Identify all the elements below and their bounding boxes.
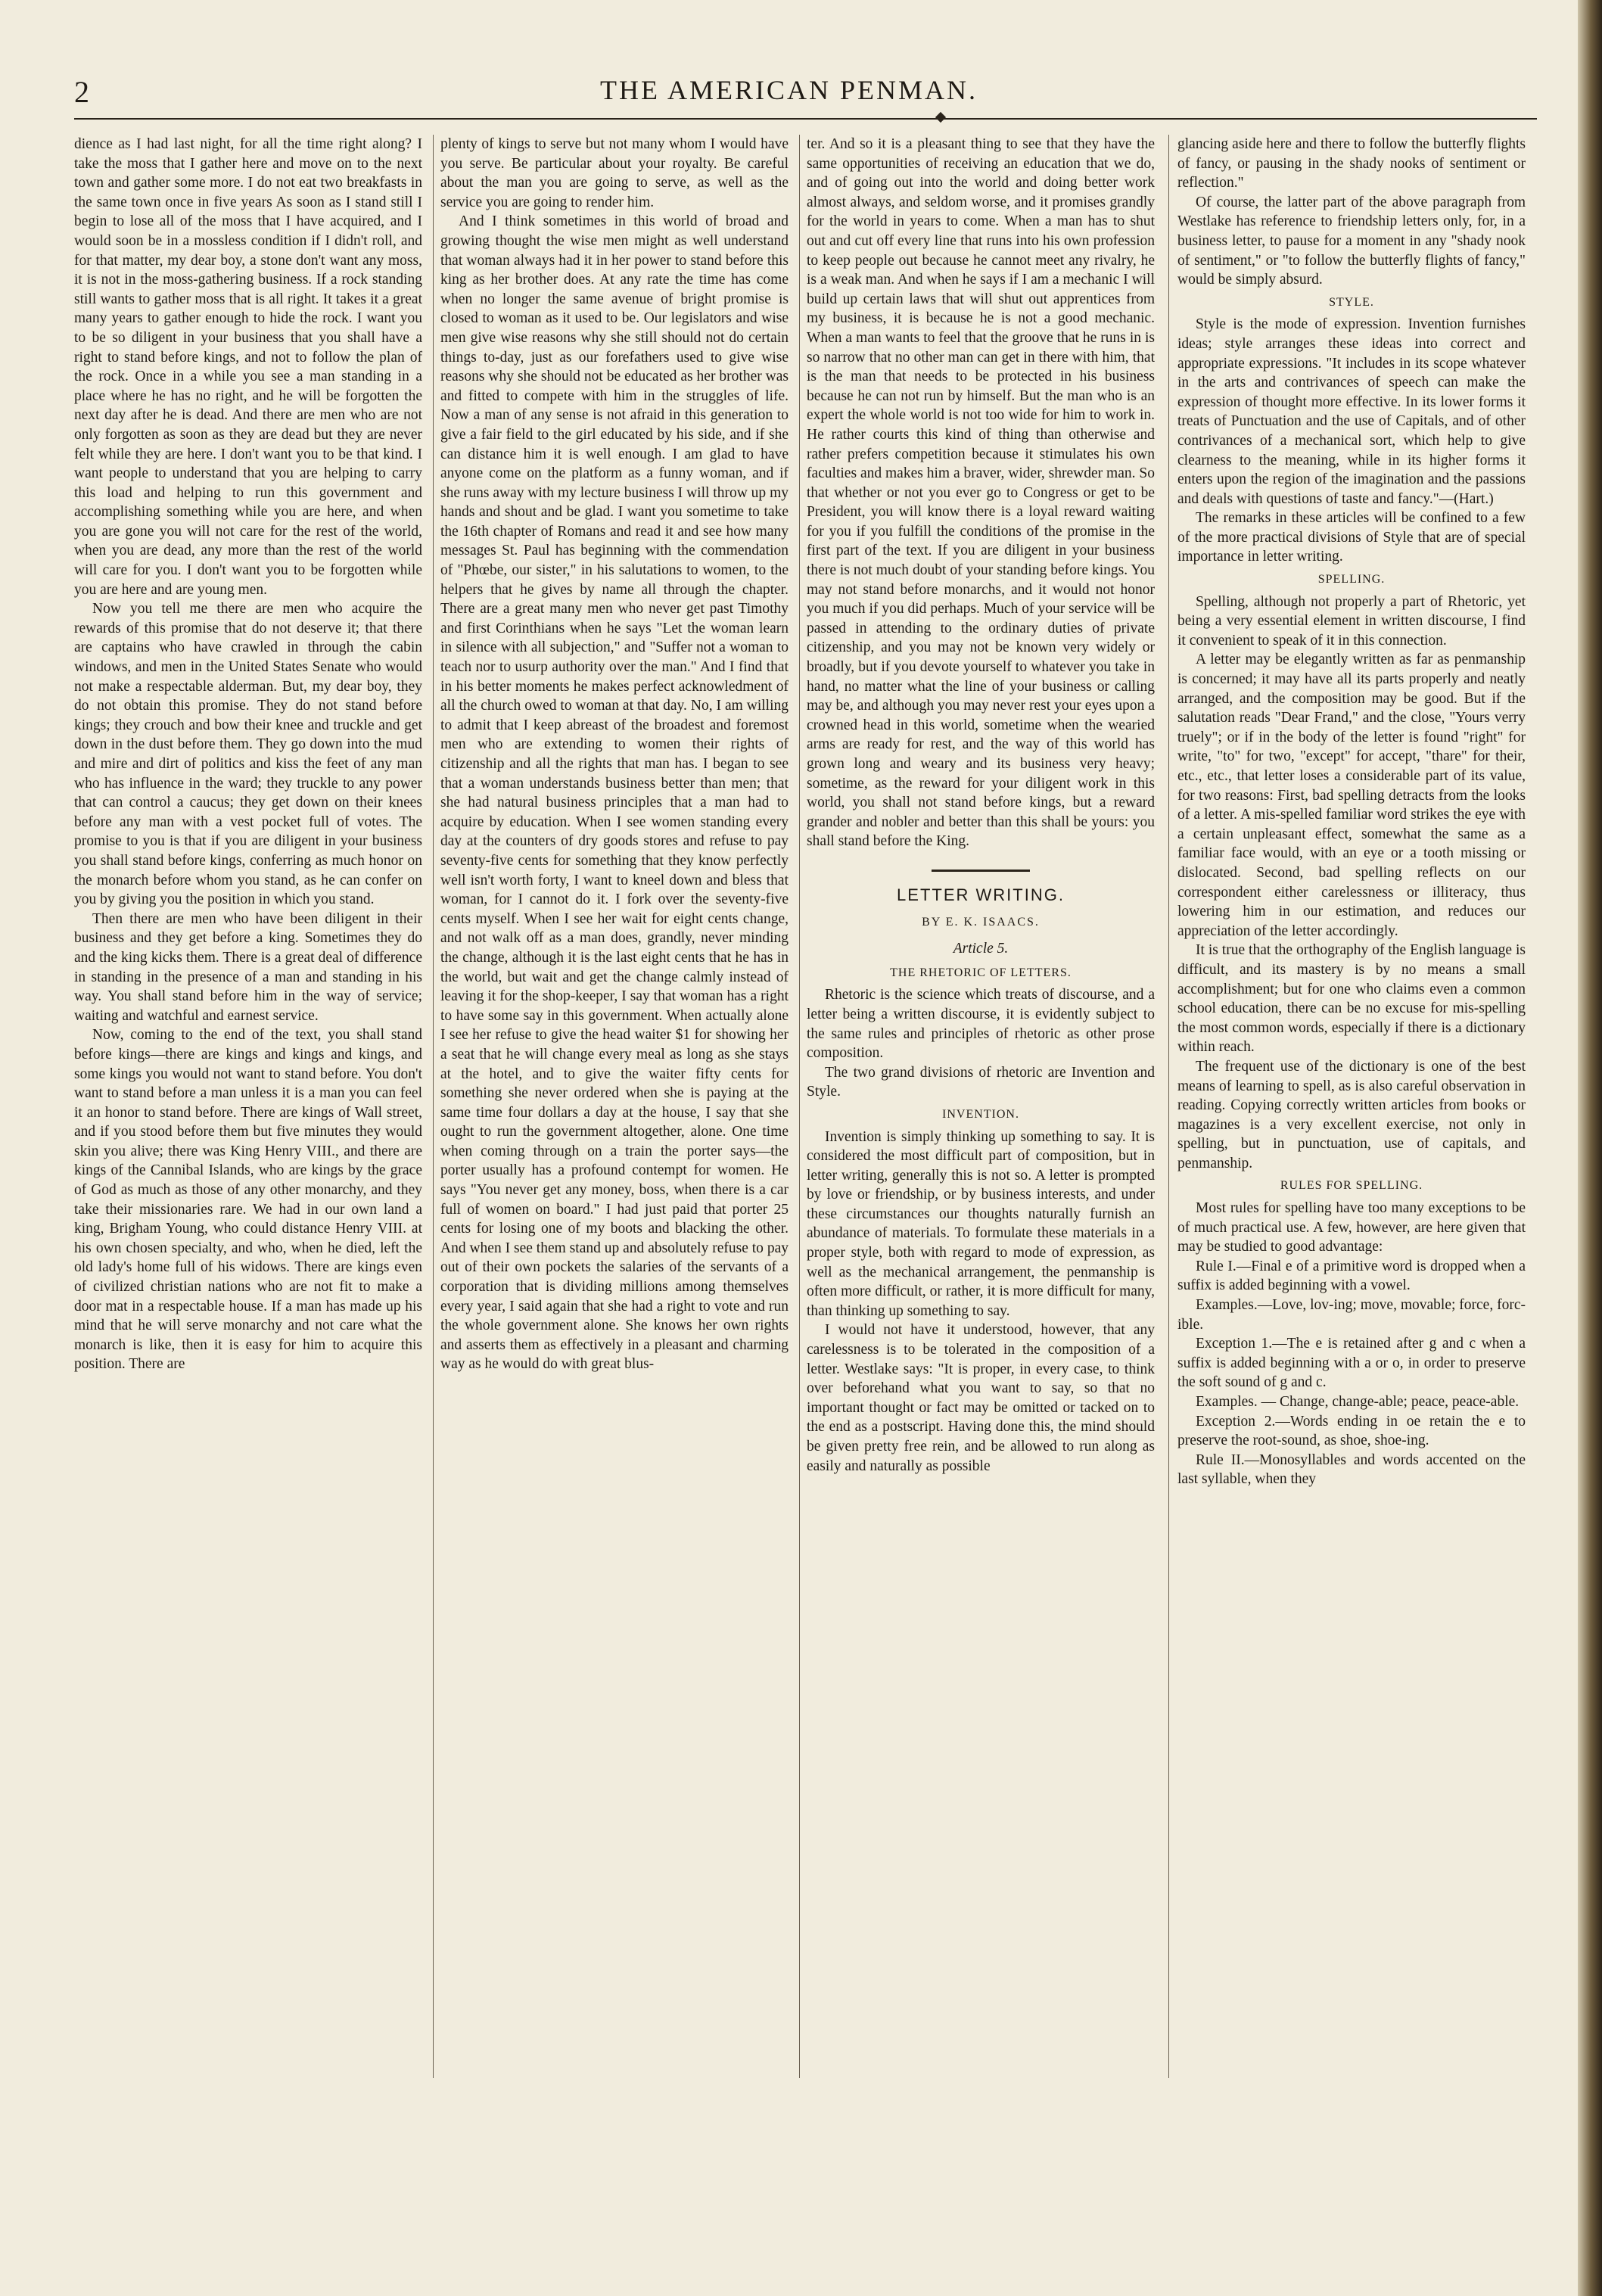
section-heading: THE RHETORIC OF LETTERS.	[890, 966, 1072, 979]
paragraph: Spelling, although not properly a part of Rhetoric, yet being a very essential element in written discourse, I find it convenient to speak of it in this connection.	[1177, 593, 1526, 649]
running-title: THE AMERICAN PENMAN.	[599, 75, 978, 105]
paragraph: Most rules for spelling have too many exceptions to be of much practical use. A few, however, are here given that may be studied to good advantage:	[1177, 1200, 1526, 1255]
paragraph: Then there are men who have been diligent in their business and they get before a king. Sometimes they do and the king kicks them. There is a great deal of difference in standing in the presence of a man and standing in his way. You shall stand before him in the way of service; waiting and watchful and earnest service.	[74, 910, 422, 1024]
column-divider	[799, 135, 800, 2078]
paragraph: ter. And so it is a pleasant thing to see that they have the same opportunities of receiving an education that we do, and of going out into the world and doing better work almost always, and seldom worse, and it promises grandly for the world in years to come. When a man has to shut out and cut off every line that runs into his own profession to keep people out because he cannot meet any rivalry, he is a weak man. And when he says if I am a mechanic I will build up certain laws that will shut out apprentices from my business, it is because he is not a good mechanic. When a man wants to feel that the groove that he runs in is so narrow that no other man can get in there with him, that is the man that needs to be protected in his business because he can not run by himself. But the man who is an expert the whole world is not too wide for him to work in. He rather courts this kind of thing than otherwise and rather prefers competition because it stimulates his own faculties and makes him a braver, wider, shrewder man. So that whether or not you ever go to Congress or get to be President, you will know there is a loyal reward waiting for you if you fulfill the conditions of the promise in the first part of the text. If you are diligent in your business there is not much doubt of your standing before kings. You may not stand before monarchs, and it would not honor you much if you did perhaps. Much of your service will be passed in attending to the ordinary duties of private citizenship, and you may not be known very widely or broadly, but if you devote yourself to whatever you take in hand, no matter what the line of your business or calling may be, and although you may never rest your eyes upon a crowned head in this world, sometime when the wearied arms are ready for rest, and the way of this world has grown long and weary and its business very heavy; sometime, as the reward for your diligent work in this world, you shall not stand before kings, but a reward grander and nobler and better than this shall be yours: you shall stand before the King.	[807, 136, 1155, 850]
paragraph: Exception 2.—Words ending in oe retain the e to preserve the root-sound, as shoe, shoe-ing.	[1177, 1413, 1526, 1449]
article-title: LETTER WRITING.	[897, 885, 1065, 904]
paragraph: The two grand divisions of rhetoric are Invention and Style.	[807, 1064, 1155, 1100]
paragraph: Now, coming to the end of the text, you shall stand before kings—there are kings and kings and kings, and some kings you would not want to stand before. You don't want to stand before a man unless it is a man you can feel it an honor to stand before. There are kings of Wall street, and if you stood before them but five minutes they would skin you alive; there was King Henry VIII., and there are kings of the Cannibal Islands, who are kings by the grace of God as much as those of any other monarchy, and they take their missionaries rare. We had in our own land a king, Brigham Young, who could distance Henry VIII. at his own chosen specialty, and who, when he died, left the old lady's home full of his widows. There are kings even of civilized christian nations who are not fit to make a door mat in a respectable house. If a man has made up his mind that he will serve monarchy and not care what the monarch is like, then it is easy for him to acquire this position. There are	[74, 1027, 422, 1373]
paragraph: glancing aside here and there to follow the butterfly flights of fancy, or pausing in the shady nooks of sentiment or reflection."	[1177, 136, 1526, 191]
article-byline: BY E. K. ISAACS.	[922, 915, 1040, 929]
column-2	[440, 135, 789, 1374]
paragraph: Rule I.—Final e of a primitive word is dropped when a suffix is added beginning with a vowel.	[1177, 1258, 1526, 1294]
paragraph: And I think sometimes in this world of broad and growing thought the wise men might as well understand that woman always had it in her power to stand before this king as her brother does. At any rate the time has come when no longer the same avenue of bright promise is closed to woman as it used to be. Our legislators and wise men give wise reasons why she still should not do certain things to-day, just as our forefathers used to give wise reasons why she should not be educated as her brother was and fitted to compete with him in the struggles of life. Now a man of any sense is not afraid in this generation to give a fair field to the girl educated by his side, and if she can distance him it is well enough. I am glad to have anyone come on the platform as a funny woman, and if she runs away with my lecture business I will throw up my hands and shout and be glad. I want you sometime to take the 16th chapter of Romans and read it and see how many messages St. Paul has beginning with the commendation of "Phœbe, our sister," in his salutations to women, to the helpers that he gives by name all through the chapter. There are a great many men who never get past Timothy and first Corinthians when he says "Let the woman learn in silence with all subjection," and "Suffer not a woman to teach nor to usurp authority over the man." And I find that in his better moments he makes perfect acknowledment of all the church owed to woman at that day. No, I am willing to admit that I keep abreast of the broadest and foremost men who are extending to women their rights of citizenship and all the rights that man has. I began to see that a woman understands business better than men; that she had natural business principles that a man had to acquire by education. When I see women standing every day at the counters of dry goods stores and refuse to pay seventy-five cents for something that they know perfectly well isn't worth forty, I want to kneel down and bless that woman, for I cannot do it. I fork over the seventy-five cents myself. When I see her wait for eight cents change, and not walk off as a man does, grandly, never minding the change, although it is the last eight cents that he has in the world, but wait and get the change calmly instead of leaving it for the shop-keeper, I say that woman has a right to have some say in this government. When actually alone I see her refuse to give the head waiter $1 for showing her a seat that he will change every meal as long as she stays at the hotel, and to give the waiter fifty cents for something she never ordered when she is paying at the same time four dollars a day at the house, I say that she ought to run the government altogether, alone. One time when coming through on a train the porter says—the porter usually has a profound contempt for women. He says "You never get any money, boss, when there is a car full of women on board." I had just paid that porter 25 cents for losing one of my boots and blacking the other. And when I see them stand up and absolutely refuse to pay out of their own pockets the salaries of the servants of a corporation that is dividing millions among themselves every year, I said again that she had a right to vote and run the whole government alone. She knows her own rights and asserts them as effectively in a pleasant and charming way as he would do with great blus-	[440, 213, 789, 1373]
paragraph: Exception 1.—The e is retained after g and c when a suffix is added beginning with a or o, in order to preserve the soft sound of g and c.	[1177, 1336, 1526, 1391]
paragraph: Examples.—Love, lov-ing; move, movable; force, forc-ible.	[1177, 1297, 1526, 1333]
paragraph: Invention is simply thinking up something to say. It is considered the most difficult part of composition, but in letter writing, generally this is not so. A letter is prompted by love or friendship, or by business interests, and under these circumstances our thoughts naturally furnish an abundance of materials. To formulate these materials in a proper style, both with regard to mode of expression, as well as the mechanical arrangement, the penmanship is often more difficult, or rather, it is more difficult for many, than thinking up something to say.	[807, 1128, 1155, 1319]
paragraph: A letter may be elegantly written as far as penmanship is concerned; it may have all its parts properly and neatly arranged, and the composition may be good. But if the salutation reads "Dear Frand," and the close, "Yours verry truely"; or if in the body of the letter is found "right" for write, "to" for two, "except" for accept, "thare" for their, etc., etc., that letter loses a considerable part of its value, for two reasons: First, bad spelling detracts from the looks of a letter. A mis-spelled familiar word strikes the eye with a certain unpleasant effect, somewhat the same as a familiar face would, with an eye or a tooth missing or dislocated. Second, bad spelling reflects on our correspondent either carelessness or illiteracy, thus lowering him in our estimation, and reduces our appreciation of the letter accordingly.	[1177, 652, 1526, 939]
header-rule-ornament	[935, 112, 946, 123]
section-heading: RULES FOR SPELLING.	[1280, 1179, 1423, 1193]
paragraph: dience as I had last night, for all the time right along? I take the moss that I gather here and move on to the next town and gather some more. I do not eat two breakfasts in the same town once in five years As soon as I stand still I begin to lose all of the moss that I have acquired, and I would soon be in a mossless condition if I didn't roll, and for that matter, my dear boy, a stone don't want any moss, it is not in the moss-gathering business. If a rock standing still wants to gather moss that is all right. It takes it a great many years to gather enough to hide the rock. I want you to be so diligent in your business that you shall have a right to stand before kings, and not to follow the plan of the rock. Once in a while you see a man standing in a place where he has no right, and he will be forgotten the next day after he is dead. And there are men who are not only forgotten as soon as they are dead but they are never felt while they are here. I don't want you to be that kind. I want people to understand that you are helping to carry this load and helping to run this government and accomplishing something while you are here, and when you are gone you will not care for the rest of the world, when you are dead, any more than the rest of the world will care for you. I don't want you to be forgotten while you are here and are young men.	[74, 136, 422, 598]
page-number: 2	[74, 75, 90, 109]
paragraph: Of course, the latter part of the above paragraph from Westlake has reference to friendship letters only, for, in a business letter, to pause for a moment in any "shady nook of sentiment," or "to follow the butterfly flights of fancy," would be simply absurd.	[1177, 194, 1526, 288]
header-rule	[74, 118, 1537, 120]
paragraph: I would not have it understood, however, that any carelessness is to be tolerated in the composition of a letter. Westlake says: "It is proper, in every case, to think over beforehand what you want to say, so that no important thought or fact may be omitted or tacked on to the end as a postscript. Having done this, the mind should be given pretty free rein, and be allowed to run along as easily and naturally as possible	[807, 1322, 1155, 1474]
column-3	[807, 135, 1155, 1476]
paragraph: Now you tell me there are men who acquire the rewards of this promise that do not deserve it; that there are captains who have crawled in through the cabin windows, and men in the United States Senate who would not make a respectable alderman. But, my dear boy, they do not obtain this promise. They do not stand before kings; they crouch and bow their knee and truckle and get down in the dust before them. They go down into the mud and mire and dirt of politics and kiss the feet of any man who has influence in the ward; they truckle to any power that can control a caucus; they get down on their knees before any man with a vest pocket full of votes. The promise to you is that if you are diligent in your business you shall stand before kings, conferring as much honor on the monarch before whom you stand, as he can confer on you by giving you the position in which you stand.	[74, 601, 422, 908]
paragraph: The remarks in these articles will be confined to a few of the more practical divisions of Style that are of special importance in letter writing.	[1177, 510, 1526, 565]
paragraph: The frequent use of the dictionary is one of the best means of learning to spell, as is also careful observation in reading. Copying correctly written articles from books or magazines is a very excellent exercise, not only in spelling, but in punctuation, use of capitals, and penmanship.	[1177, 1058, 1526, 1171]
paragraph: It is true that the orthography of the English language is difficult, and its mastery is by no means a small accomplishment; but for one who claims even a common school education, there can be no excuse for mis-spelling the most common words, especially if there is a dictionary within reach.	[1177, 942, 1526, 1056]
binding-edge-shadow	[1578, 0, 1602, 2296]
article-end-rule	[932, 870, 1030, 872]
column-divider	[1168, 135, 1169, 2078]
article-number: Article 5.	[953, 941, 1009, 957]
column-4	[1177, 135, 1526, 1489]
paragraph: Examples. — Change, change-able; peace, peace-able.	[1196, 1394, 1520, 1410]
section-heading: INVENTION.	[942, 1107, 1019, 1121]
paragraph: plenty of kings to serve but not many whom I would have you serve. Be particular about your royalty. Be careful about the man you are going to serve, as well as the service you are going to render him.	[440, 136, 789, 210]
column-1	[74, 135, 422, 1374]
paragraph: Rule II.—Monosyllables and words accented on the last syllable, when they	[1177, 1451, 1526, 1488]
section-heading: SPELLING.	[1317, 573, 1386, 586]
paragraph: Style is the mode of expression. Invention furnishes ideas; style arranges these ideas into correct and appropriate expressions. "It includes in its scope whatever in the arts and contrivances of speech can make the expression of thought more effective. In its lower forms it treats of Punctuation and the use of Capitals, and of other contrivances of a mechanical sort, which help to give clearness to the meaning, while in its higher forms it enters upon the region of the imagination and the passions and deals with questions of taste and fancy."—(Hart.)	[1177, 316, 1526, 507]
column-divider	[433, 135, 434, 2078]
section-heading: STYLE.	[1329, 295, 1374, 309]
paragraph: Rhetoric is the science which treats of discourse, and a letter being a written discourse, it is evidently subject to the same rules and principles of rhetoric as other prose composition.	[807, 987, 1155, 1062]
